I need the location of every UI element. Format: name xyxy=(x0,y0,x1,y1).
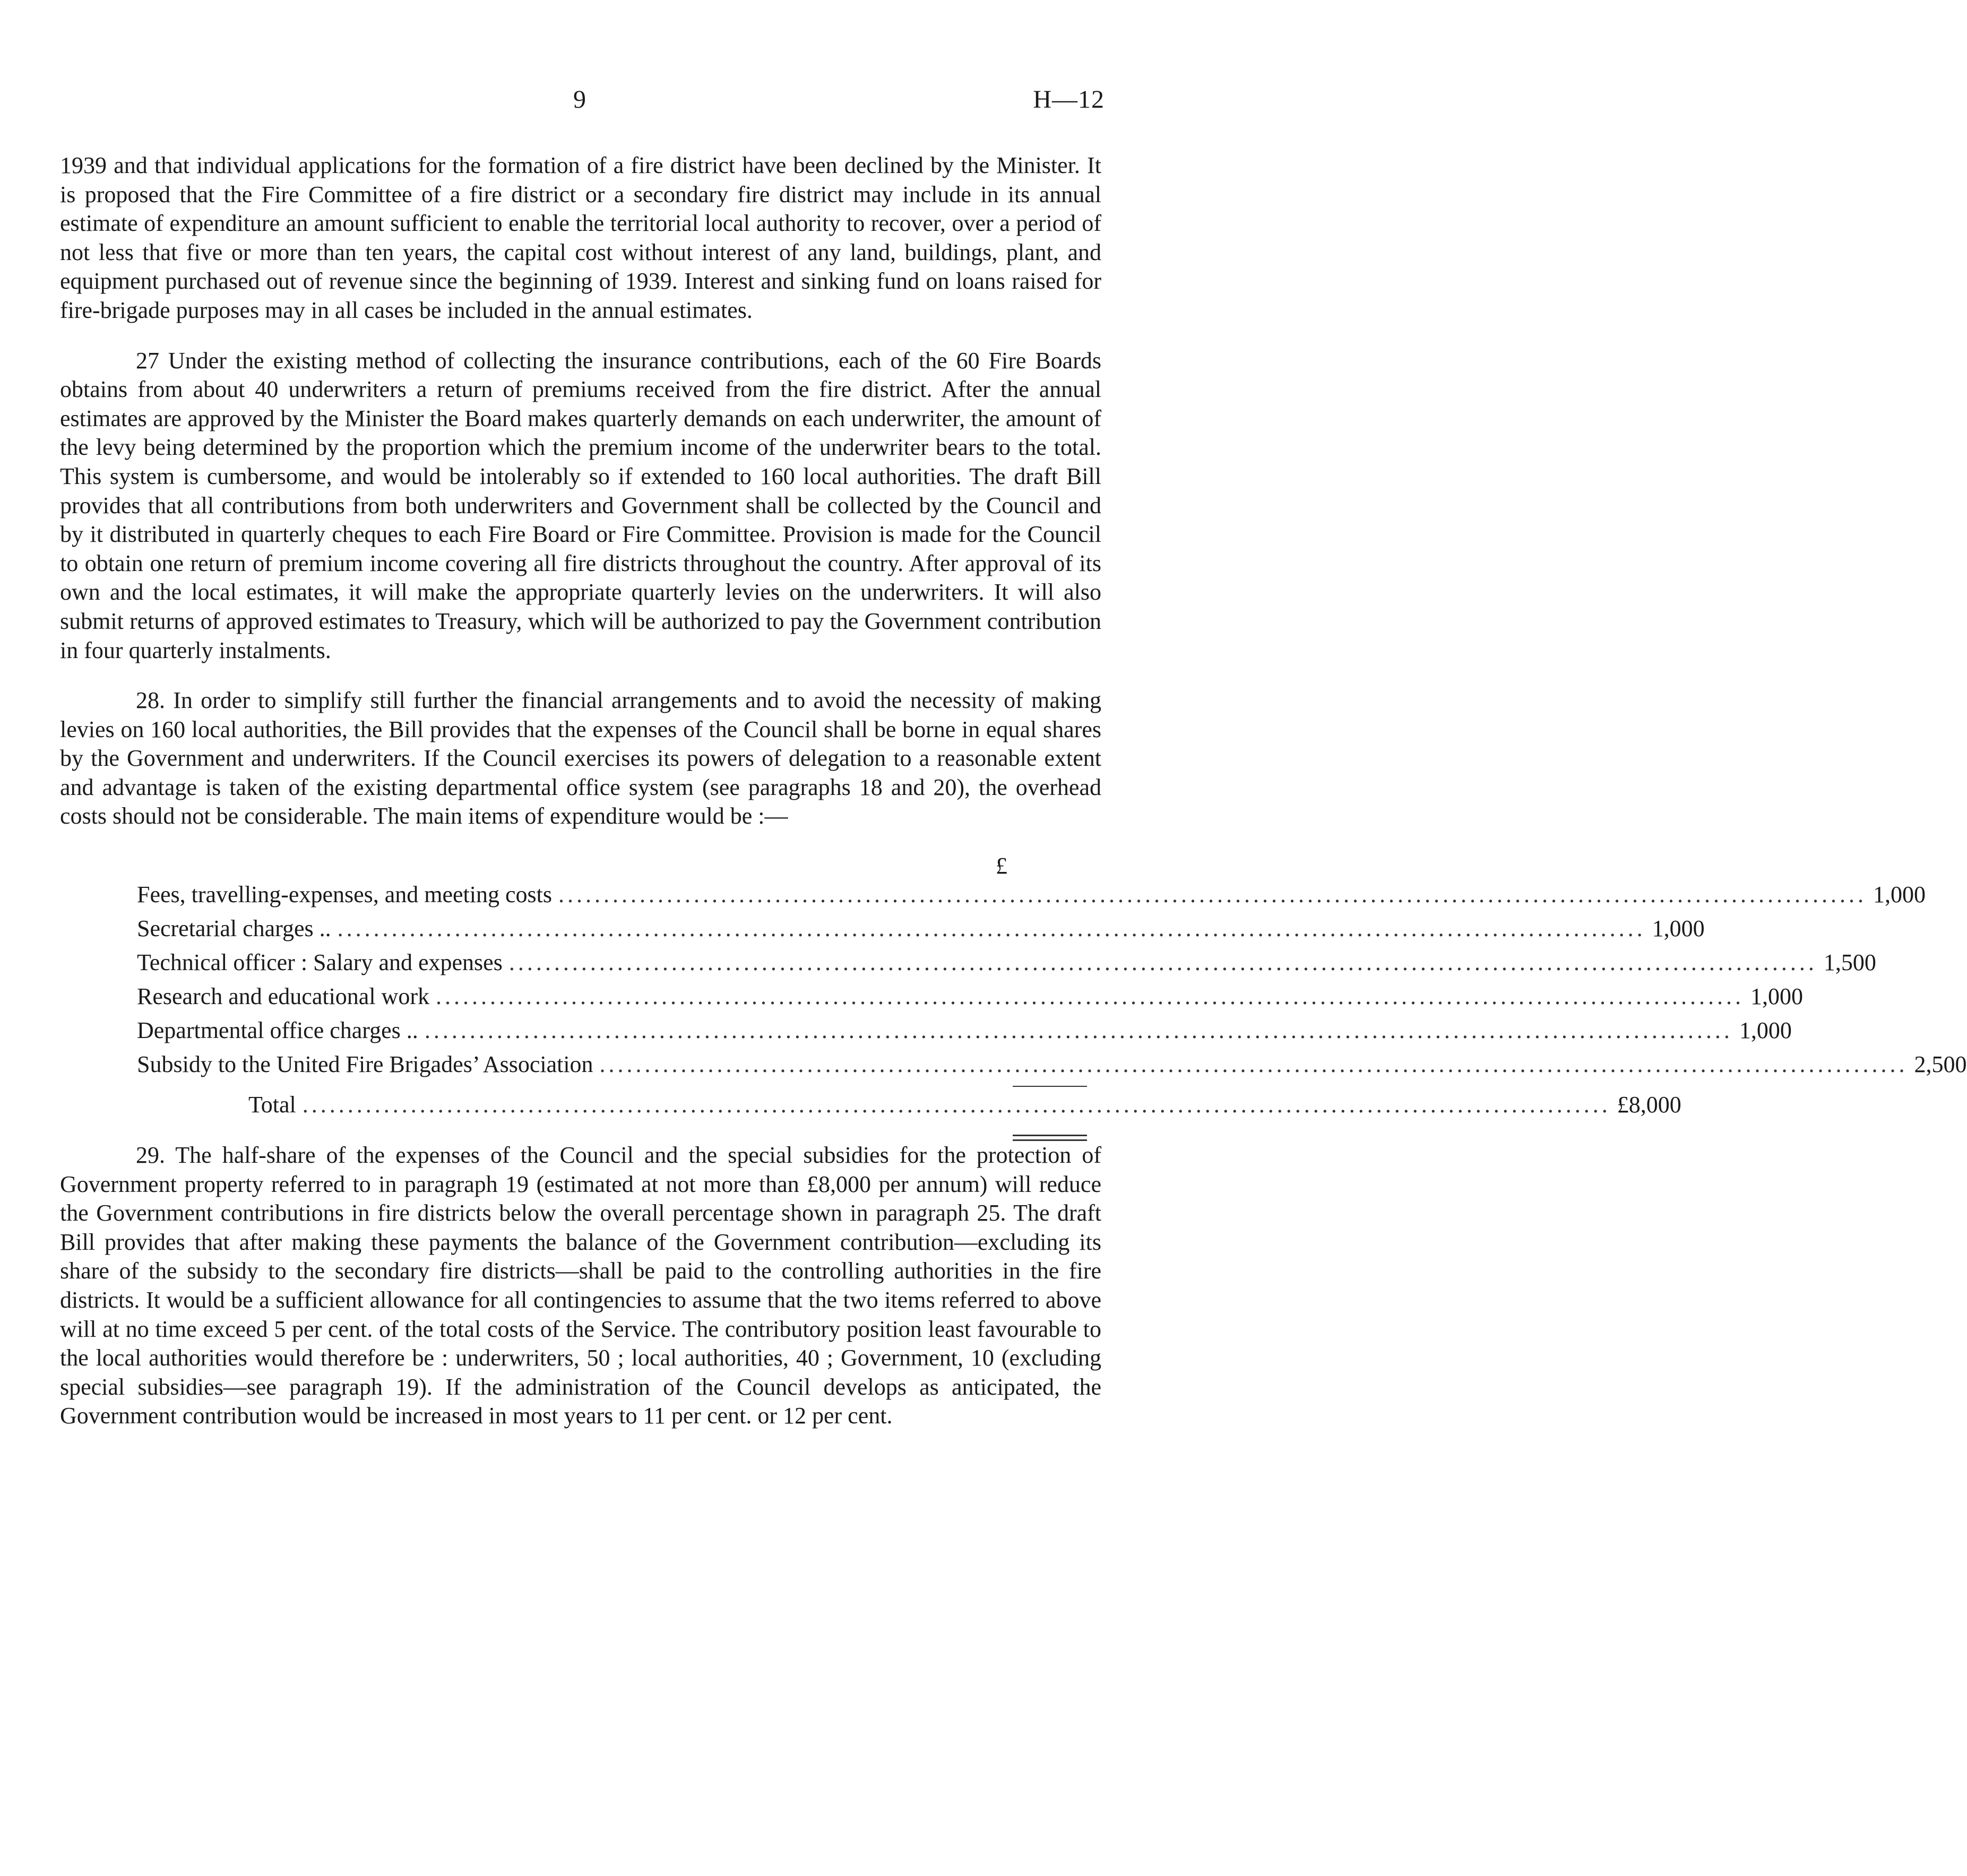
currency-header xyxy=(137,850,1087,881)
expense-label: Subsidy to the United Fire Brigades’ Association xyxy=(137,1051,593,1078)
paragraph-29: 29. The half-share of the expenses of the Council and the special subsidies for the protection of Government property referred to in paragraph 19 (estimated at not more than £8,000 per annum) will reduce the Government contributions in fire districts below the overall percentage shown in paragraph 25. The draft Bill provides that after making these payments the balance of the Government contribution—excluding its share of the subsidy to the secondary fire districts—shall be paid to the controlling authorities in the fire districts. It would be a sufficient allowance for all contingencies to assume that the two items referred to above will at no time exceed 5 per cent. of the total costs of the Service. The contributory position least favourable to the local authorities would therefore be : underwriters, 50 ; local authorities, 40 ; Government, 10 (excluding special subsidies—see paragraph 19). If the administration of the Council develops as anticipated, the Government contribution would be increased in most years to 11 per cent. or 12 per cent. xyxy=(60,1142,1101,1429)
expense-row xyxy=(137,949,1876,983)
expense-amount: 1,000 xyxy=(1873,881,1926,908)
dot-leader: ................................................................................................................................................. xyxy=(302,1092,1611,1118)
expense-row xyxy=(137,983,1803,1017)
expense-row xyxy=(137,1051,1967,1085)
subtotal-rule xyxy=(1013,1086,1087,1087)
expense-row xyxy=(137,1017,1792,1051)
paragraph-continued: 1939 and that individual applications for the formation of a fire district have been declined by the Minister. It is proposed that the Fire Committee of a fire district or a secondary fire district may include in its annual estimate of expenditure an amount sufficient to enable the territorial local authority to recover, over a period of not less that five or more than ten years, the capital cost without interest of any land, buildings, plant, and equipment purchased out of revenue since the beginning of 1939. Interest and sinking fund on loans raised for fire-brigade purposes may in all cases be included in the annual estimates. xyxy=(60,152,1101,323)
dot-leader: ................................................................................................................................................. xyxy=(508,949,1817,976)
expense-amount: 1,000 xyxy=(1750,983,1803,1010)
expense-label: Fees, travelling-expenses, and meeting costs xyxy=(137,881,553,908)
dot-leader: ................................................................................................................................................. xyxy=(599,1051,1908,1078)
expense-label: Research and educational work xyxy=(137,983,429,1010)
dot-leader: ................................................................................................................................................. xyxy=(558,881,1867,908)
page-body xyxy=(60,151,1967,1431)
total-amount: £8,000 xyxy=(1617,1092,1681,1118)
expense-label: Departmental office charges .. xyxy=(137,1017,418,1044)
dot-leader: ................................................................................................................................................. xyxy=(337,915,1646,942)
total-label: Total xyxy=(248,1092,296,1118)
total-row xyxy=(137,1091,1681,1125)
expense-amount: 1,000 xyxy=(1652,915,1705,942)
total-double-rule xyxy=(1013,1135,1087,1141)
page-header xyxy=(0,85,1174,117)
expense-label: Technical officer : Salary and expenses xyxy=(137,949,503,976)
expense-amount: 2,500 xyxy=(1914,1051,1967,1078)
currency-symbol: £ xyxy=(996,853,1007,879)
expense-amount: 1,000 xyxy=(1739,1017,1792,1044)
expense-row xyxy=(137,915,1705,949)
document-code: H—12 xyxy=(1033,85,1105,114)
expense-row xyxy=(137,881,1926,915)
expenditure-table xyxy=(137,850,1967,1141)
paragraph-27: 27 Under the existing method of collecting the insurance contributions, each of the 60 Fire Boards obtains from about 40 underwriters a return of premiums received from the fire district. After the annual estimates are approved by the Minister the Board makes quarterly demands on each underwriter, the amount of the levy being determined by the proportion which the premium income of the underwriter bears to the total. This system is cumbersome, and would be intolerably so if extended to 160 local authorities. The draft Bill provides that all contributions from both underwriters and Government shall be collected by the Council and by it distributed in quarterly cheques to each Fire Board or Fire Committee. Provision is made for the Council to obtain one return of premium income covering all fire districts throughout the country. After approval of its own and the local estimates, it will make the appropriate quarterly levies on the underwriters. It will also submit returns of approved estimates to Treasury, which will be authorized to pay the Government contribution in four quarterly instalments. xyxy=(60,347,1101,663)
dot-leader: ................................................................................................................................................. xyxy=(436,983,1744,1010)
dot-leader: ................................................................................................................................................. xyxy=(424,1017,1733,1044)
expense-amount: 1,500 xyxy=(1823,949,1876,976)
page-number: 9 xyxy=(573,85,586,114)
paragraph-28: 28. In order to simplify still further the financial arrangements and to avoid the necessity of making levies on 160 local authorities, the Bill provides that the expenses of the Council shall be borne in equal shares by the Government and underwriters. If the Council exercises its powers of delegation to a reasonable extent and advantage is taken of the existing departmental office system (see paragraphs 18 and 20), the overhead costs should not be considerable. The main items of expenditure would be :— xyxy=(60,687,1101,829)
expense-label: Secretarial charges .. xyxy=(137,915,331,942)
